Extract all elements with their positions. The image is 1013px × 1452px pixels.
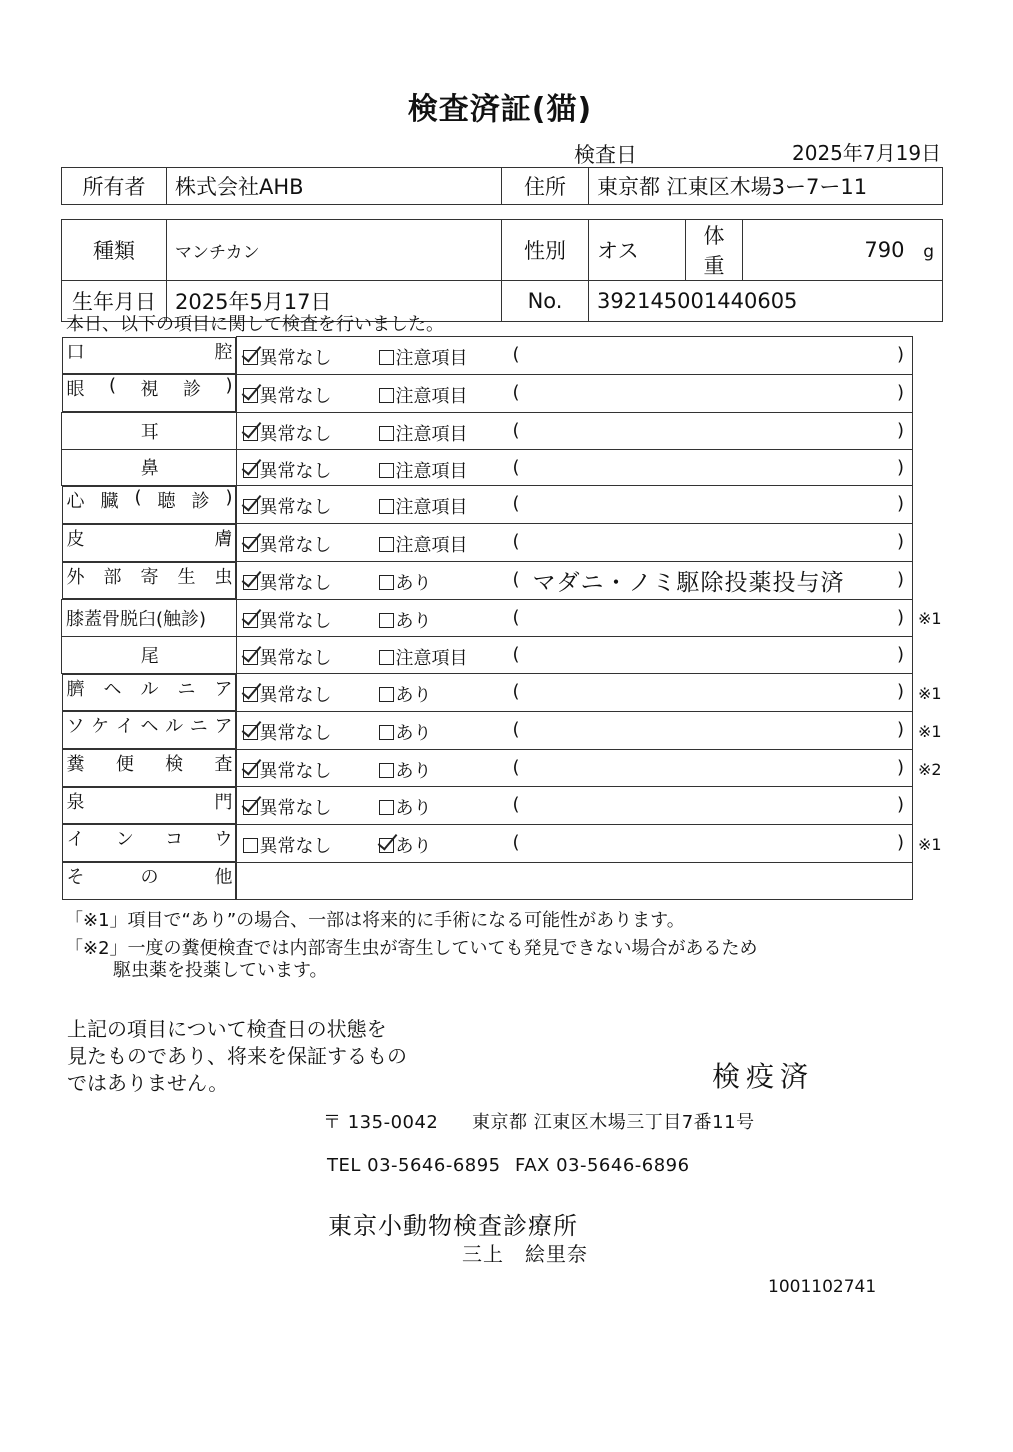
- checkbox-icon[interactable]: [243, 463, 258, 478]
- paren-close: ): [896, 756, 904, 778]
- option-caution[interactable]: [379, 531, 468, 557]
- item-options-cell: [236, 374, 913, 412]
- table-row: [62, 711, 913, 749]
- checkbox-icon[interactable]: [379, 800, 394, 815]
- option-normal[interactable]: [243, 344, 332, 370]
- paren-close: ): [896, 569, 904, 591]
- checkbox-icon[interactable]: [379, 426, 394, 441]
- checkbox-icon[interactable]: [379, 838, 394, 853]
- paren-open: (: [512, 344, 520, 365]
- table-row: [62, 824, 913, 862]
- option-normal[interactable]: [243, 607, 332, 633]
- table-row: [62, 673, 913, 711]
- other-name-char: そ: [66, 867, 85, 889]
- item-name-char: 外: [66, 566, 85, 588]
- paren-close: ): [896, 531, 904, 553]
- item-name-char: ン: [115, 829, 134, 851]
- footnote-2-cont: 駆虫薬を投薬しています。: [113, 960, 328, 981]
- checkbox-icon[interactable]: [243, 838, 258, 853]
- checkbox-icon[interactable]: [379, 725, 394, 740]
- item-options-cell: [236, 787, 913, 825]
- option-normal[interactable]: [243, 382, 332, 408]
- intro-text: 本日、以下の項目に関して検査を行いました。: [66, 314, 444, 335]
- checkbox-icon[interactable]: [379, 350, 394, 365]
- address-value: 東京都 江東区木場3ー7ー11: [589, 168, 943, 205]
- item-name-char: 膚: [214, 528, 233, 550]
- clinic-tel: TEL 03-5646-6895: [327, 1155, 501, 1176]
- birth-value: 2025年5月17日: [167, 281, 502, 322]
- pet-info-table: [61, 219, 943, 322]
- option-caution[interactable]: [379, 457, 468, 483]
- item-options-cell: [236, 562, 913, 600]
- checkbox-icon[interactable]: [379, 388, 394, 403]
- option-normal-label: 異常なし: [259, 760, 332, 782]
- item-name-char: ウ: [214, 829, 233, 851]
- option-caution-label: あり: [395, 722, 432, 744]
- option-caution-label: 注意項目: [395, 423, 468, 445]
- item-name-char: ル: [165, 716, 184, 738]
- paren-close: ): [896, 831, 904, 853]
- item-name-char: 口: [66, 341, 85, 363]
- checkbox-icon[interactable]: [379, 499, 394, 514]
- option-caution[interactable]: [379, 832, 432, 858]
- number-label: No.: [502, 281, 589, 322]
- item-name-cell: [62, 787, 236, 825]
- item-options-cell: [236, 749, 913, 787]
- species-value: マンチカン: [167, 220, 502, 281]
- paren-open: (: [512, 680, 520, 702]
- option-caution-label: あり: [395, 835, 432, 857]
- option-normal-label: 異常なし: [259, 648, 332, 669]
- item-name-char: 視: [140, 379, 159, 401]
- option-normal-label: 異常なし: [259, 573, 332, 595]
- paren-open: (: [512, 419, 520, 441]
- owner-table: [61, 167, 943, 205]
- doctor-name: 三上 絵里奈: [462, 1242, 588, 1266]
- item-name-char: 聴: [157, 491, 176, 513]
- table-row: [62, 449, 913, 486]
- checkbox-icon[interactable]: [379, 613, 394, 628]
- item-options-cell: [236, 486, 913, 524]
- paren-close: ): [896, 493, 904, 515]
- item-name: 膝蓋骨脱臼(触診): [66, 609, 207, 631]
- option-caution-label: 注意項目: [395, 385, 468, 407]
- item-name: 鼻: [140, 458, 159, 480]
- checkbox-icon[interactable]: [243, 763, 258, 778]
- inspection-table: [61, 336, 913, 900]
- disclaimer-line-3: ではありません。: [67, 1071, 229, 1095]
- option-caution-label: あり: [395, 684, 432, 706]
- option-caution-label: 注意項目: [395, 348, 468, 369]
- paren-open: (: [512, 456, 520, 478]
- option-normal-label: 異常なし: [259, 497, 332, 519]
- item-name-cell: [62, 486, 236, 524]
- paren-close: ): [896, 794, 904, 816]
- item-options-cell: [236, 449, 913, 486]
- remark-mark: ※1: [918, 834, 942, 854]
- checkbox-icon[interactable]: [379, 575, 394, 590]
- item-name-cell: [62, 374, 236, 412]
- paren-open: (: [512, 644, 520, 665]
- paren-open: (: [512, 493, 520, 515]
- option-normal-label: 異常なし: [259, 535, 332, 557]
- option-normal[interactable]: [243, 569, 332, 595]
- item-name-cell: [62, 674, 236, 712]
- item-name-char: ニ: [189, 716, 208, 738]
- exam-date-label: 検査日: [574, 143, 637, 167]
- option-normal[interactable]: [243, 719, 332, 745]
- item-name-char: ニ: [177, 678, 196, 700]
- item-options-cell: [236, 600, 913, 637]
- item-name-char: 寄: [140, 566, 159, 588]
- option-normal-label: 異常なし: [259, 722, 332, 744]
- option-caution[interactable]: [379, 719, 432, 745]
- item-name-char: ケ: [91, 716, 110, 738]
- option-caution[interactable]: [379, 681, 432, 707]
- item-name-char: (: [134, 487, 142, 509]
- disclaimer-line-1: 上記の項目について検査日の状態を: [67, 1017, 387, 1041]
- checkbox-icon[interactable]: [243, 650, 258, 665]
- table-row-other: [62, 862, 913, 900]
- item-options-cell: [236, 637, 913, 674]
- item-name-char: ア: [214, 716, 233, 738]
- item-name-char: 泉: [66, 791, 85, 813]
- item-name-cell: [62, 824, 236, 862]
- checkbox-icon[interactable]: [243, 388, 258, 403]
- option-normal[interactable]: [243, 457, 332, 483]
- item-name-char: ): [225, 375, 233, 397]
- checkbox-icon[interactable]: [243, 687, 258, 702]
- option-caution-label: 注意項目: [395, 648, 468, 669]
- option-normal[interactable]: [243, 644, 332, 670]
- option-caution-label: あり: [395, 760, 432, 782]
- option-normal-label: 異常なし: [259, 684, 332, 706]
- table-row: [62, 337, 913, 375]
- item-name-char: 診: [182, 379, 201, 401]
- owner-label: 所有者: [62, 168, 167, 205]
- option-normal[interactable]: [243, 832, 332, 858]
- option-normal-label: 異常なし: [259, 423, 332, 445]
- option-caution-label: 注意項目: [395, 460, 468, 482]
- item-name-char: ル: [140, 678, 159, 700]
- item-options-cell: [236, 412, 913, 449]
- document-title: 検査済証(猫): [407, 92, 593, 127]
- option-caution[interactable]: [379, 757, 432, 783]
- checkbox-icon[interactable]: [243, 350, 258, 365]
- other-name-cell: [62, 862, 236, 900]
- item-name-cell: [62, 562, 236, 600]
- item-options-cell: [236, 337, 913, 375]
- item-name-cell: [62, 449, 237, 486]
- item-name-cell: [62, 711, 236, 749]
- clinic-name: 東京小動物検査診療所: [328, 1212, 578, 1240]
- disclaimer-line-2: 見たものであり、将来を保証するもの: [67, 1044, 407, 1068]
- remark-mark: ※1: [918, 609, 942, 629]
- item-name-char: ): [225, 487, 233, 509]
- weight-value: 790: [864, 238, 905, 262]
- option-caution[interactable]: [379, 644, 468, 670]
- option-caution-label: あり: [395, 611, 432, 633]
- clinic-address: 東京都 江東区木場三丁目7番11号: [472, 1112, 755, 1133]
- item-name-char: 検: [165, 754, 184, 776]
- option-caution[interactable]: [379, 493, 468, 519]
- option-normal[interactable]: [243, 420, 332, 446]
- item-name-cell: [62, 524, 236, 562]
- item-name-char: 臍: [66, 678, 85, 700]
- item-options-cell: [236, 824, 913, 862]
- item-name: 耳: [140, 421, 159, 443]
- birth-label: 生年月日: [62, 281, 167, 322]
- item-name-char: 虫: [214, 566, 233, 588]
- paren-open: (: [512, 607, 520, 629]
- paren-close: ): [896, 344, 904, 365]
- option-normal[interactable]: [243, 681, 332, 707]
- item-name-char: 皮: [66, 528, 85, 550]
- item-name-cell: [62, 749, 236, 787]
- checkbox-icon[interactable]: [379, 537, 394, 552]
- option-caution[interactable]: [379, 607, 432, 633]
- item-note: マダニ・ノミ駆除投薬投与済: [532, 570, 845, 597]
- item-name-char: 門: [214, 791, 233, 813]
- owner-value: 株式会社AHB: [167, 168, 502, 205]
- other-name-char: 他: [214, 867, 233, 889]
- option-normal[interactable]: [243, 493, 332, 519]
- item-name-char: 心: [66, 491, 85, 513]
- paren-open: (: [512, 756, 520, 778]
- address-label: 住所: [502, 168, 589, 205]
- other-value-cell: [236, 862, 913, 900]
- clinic-fax: FAX 03-5646-6896: [515, 1155, 690, 1176]
- paren-open: (: [512, 531, 520, 553]
- item-name-cell: [62, 637, 237, 674]
- paren-close: ): [896, 718, 904, 740]
- table-row: [62, 524, 913, 562]
- remark-mark: ※1: [918, 684, 942, 704]
- table-row: [62, 412, 913, 449]
- paren-close: ): [896, 456, 904, 478]
- paren-close: ): [896, 381, 904, 403]
- checkbox-icon[interactable]: [243, 537, 258, 552]
- checkbox-icon[interactable]: [379, 763, 394, 778]
- document-code: 1001102741: [768, 1277, 877, 1297]
- option-caution[interactable]: [379, 382, 468, 408]
- item-name-char: ア: [214, 678, 233, 700]
- option-normal[interactable]: [243, 757, 332, 783]
- paren-open: (: [512, 831, 520, 853]
- paren-open: (: [512, 794, 520, 816]
- checkbox-icon[interactable]: [243, 800, 258, 815]
- paren-open: (: [512, 718, 520, 740]
- paren-open: (: [512, 569, 520, 591]
- paren-open: (: [512, 381, 520, 403]
- other-name-char: の: [140, 867, 159, 889]
- quarantine-stamp: 検疫済: [712, 1060, 815, 1093]
- weight-unit: g: [923, 242, 934, 262]
- item-options-cell: [236, 524, 913, 562]
- option-caution[interactable]: [379, 344, 468, 370]
- option-caution-label: 注意項目: [395, 497, 468, 519]
- table-row: [62, 562, 913, 600]
- paren-close: ): [896, 419, 904, 441]
- item-options-cell: [236, 711, 913, 749]
- option-normal-label: 異常なし: [259, 348, 332, 369]
- item-name-char: ソ: [66, 716, 85, 738]
- table-row: [62, 374, 913, 412]
- item-name-char: ヘ: [103, 678, 122, 700]
- item-name-char: 診: [191, 491, 210, 513]
- option-normal-label: 異常なし: [259, 460, 332, 482]
- option-normal-label: 異常なし: [259, 611, 332, 633]
- checkbox-icon[interactable]: [243, 426, 258, 441]
- species-label: 種類: [62, 220, 167, 281]
- item-name-char: コ: [165, 829, 184, 851]
- checkbox-icon[interactable]: [379, 650, 394, 665]
- remark-mark: ※1: [918, 722, 942, 741]
- option-caution[interactable]: [379, 569, 432, 595]
- item-name-cell: [62, 337, 236, 375]
- checkbox-icon[interactable]: [379, 687, 394, 702]
- checkbox-icon[interactable]: [379, 463, 394, 478]
- checkbox-icon[interactable]: [243, 725, 258, 740]
- option-normal-label: 異常なし: [259, 798, 332, 820]
- remark-mark: ※2: [918, 759, 942, 779]
- footnote-2: 「※2」一度の糞便検査では内部寄生虫が寄生していても発見できない場合があるため: [65, 938, 758, 959]
- item-name-char: ヘ: [140, 716, 159, 738]
- item-name-char: 腔: [214, 341, 233, 363]
- option-normal-label: 異常なし: [259, 835, 332, 857]
- table-row: [62, 600, 913, 637]
- table-row: [62, 749, 913, 787]
- sex-value: オス: [589, 220, 686, 281]
- paren-close: ): [896, 680, 904, 702]
- checkbox-icon[interactable]: [243, 499, 258, 514]
- exam-date-value: 2025年7月19日: [792, 141, 942, 165]
- option-normal-label: 異常なし: [259, 385, 332, 407]
- table-row: [62, 787, 913, 825]
- option-caution[interactable]: [379, 420, 468, 446]
- footnote-1: 「※1」項目で“あり”の場合、一部は将来的に手術になる可能性があります。: [65, 910, 685, 931]
- number-value: 392145001440605: [589, 281, 943, 322]
- paren-close: ): [896, 607, 904, 629]
- option-caution-label: 注意項目: [395, 535, 468, 557]
- item-name-cell: [62, 600, 237, 637]
- weight-value-cell: [743, 220, 943, 281]
- sex-label: 性別: [502, 220, 589, 281]
- item-name-char: 便: [115, 754, 134, 776]
- postal-code: 〒 135-0042: [323, 1112, 439, 1133]
- option-normal[interactable]: [243, 794, 332, 820]
- checkbox-icon[interactable]: [243, 575, 258, 590]
- weight-label: 体重: [686, 220, 743, 281]
- item-name: 尾: [140, 645, 159, 667]
- option-caution[interactable]: [379, 794, 432, 820]
- table-row: [62, 486, 913, 524]
- checkbox-icon[interactable]: [243, 613, 258, 628]
- item-name-char: (: [108, 375, 117, 397]
- item-name-char: イ: [115, 716, 134, 738]
- item-name-char: 部: [103, 566, 122, 588]
- item-name-char: 生: [177, 566, 196, 588]
- option-caution-label: あり: [395, 798, 432, 820]
- option-caution-label: あり: [395, 573, 432, 595]
- table-row: [62, 637, 913, 674]
- item-name-char: 査: [214, 754, 233, 776]
- item-name-char: 眼: [66, 379, 85, 401]
- option-normal[interactable]: [243, 531, 332, 557]
- item-name-char: 臓: [100, 491, 119, 513]
- item-name-cell: [62, 412, 237, 449]
- item-options-cell: [236, 673, 913, 711]
- paren-close: ): [896, 644, 904, 665]
- item-name-char: 糞: [66, 754, 85, 776]
- item-name-char: イ: [66, 829, 85, 851]
